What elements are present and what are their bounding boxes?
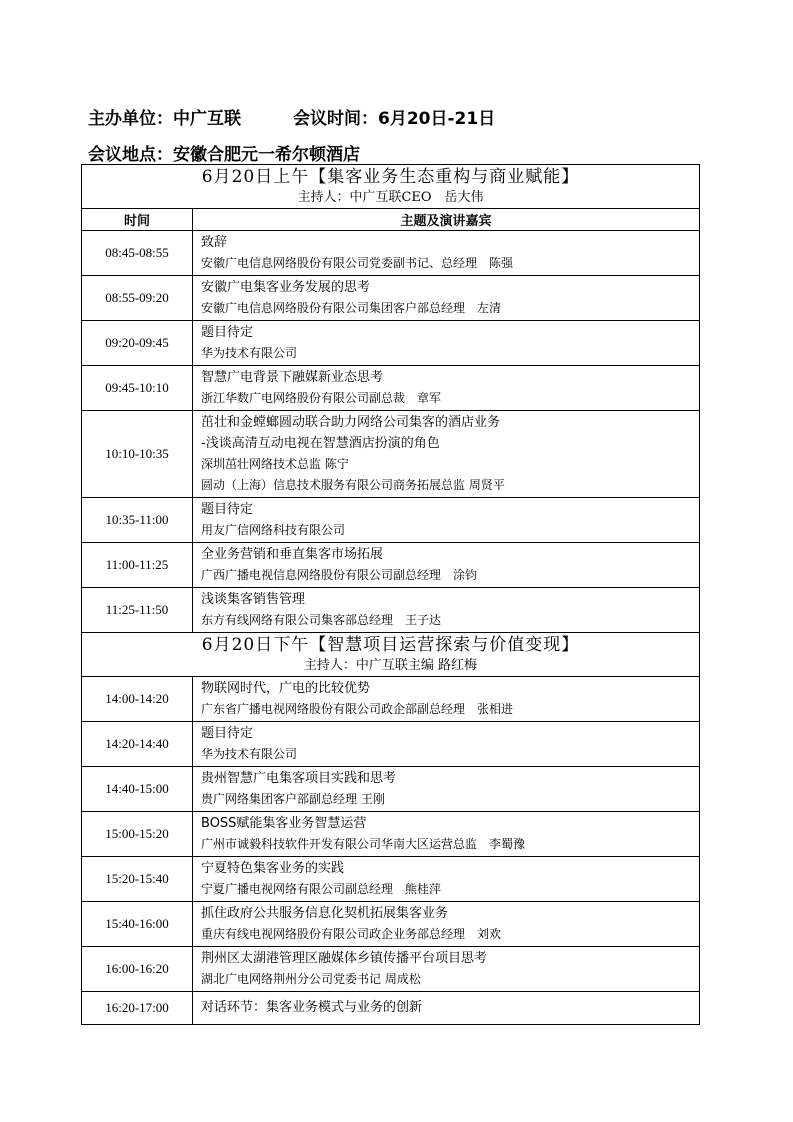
row-speaker: 重庆有线电视网络股份有限公司政企业务部总经理 刘欢 (201, 927, 502, 941)
agenda-row (82, 812, 700, 857)
row-topic: 题目待定 (201, 325, 254, 340)
agenda-row (82, 857, 700, 902)
agenda-row (82, 767, 700, 812)
row-topic: BOSS赋能集客业务智慧运营 (201, 816, 367, 831)
agenda-row (82, 231, 700, 276)
row-speaker: 广西广播电视信息网络股份有限公司副总经理 涂钧 (201, 568, 478, 582)
agenda-row (82, 722, 700, 767)
closing-time: 16:20-17:00 (82, 992, 193, 1025)
meeting-time-text: 会议时间：6月20日-21日 (293, 109, 496, 129)
row-speaker: 用友广信网络科技有限公司 (201, 523, 346, 537)
row-time: 14:20-14:40 (82, 722, 193, 767)
row-topic: 浅谈集客销售管理 (201, 592, 306, 607)
agenda-row (82, 677, 700, 722)
venue-text: 会议地点：安徽合肥元一希尔顿酒店 (88, 145, 360, 165)
row-time: 16:00-16:20 (82, 947, 193, 992)
row-topic: 贵州智慧广电集客项目实践和思考 (201, 771, 397, 786)
afternoon-section-header (82, 633, 700, 677)
agenda-row (82, 902, 700, 947)
agenda-row (82, 498, 700, 543)
column-header-time: 时间 (82, 209, 193, 231)
row-topic: 安徽广电集客业务发展的思考 (201, 280, 371, 295)
closing-row (82, 992, 700, 1025)
agenda-row (82, 366, 700, 411)
row-speaker: 华为技术有限公司 (201, 346, 298, 360)
agenda-row (82, 588, 700, 633)
row-topic: 宁夏特色集客业务的实践 (201, 861, 345, 876)
row-topic: 致辞 (201, 235, 228, 250)
row-time: 15:00-15:20 (82, 812, 193, 857)
row-topic: 题目待定 (201, 502, 254, 517)
agenda-table (81, 164, 700, 1025)
row-topic: 物联网时代，广电的比较优势 (201, 681, 371, 696)
row-topic-continued: -浅谈高清互动电视在智慧酒店扮演的角色 (201, 436, 440, 451)
row-speaker: 安徽广电信息网络股份有限公司党委副书记、总经理 陈强 (201, 256, 514, 270)
agenda-row (82, 276, 700, 321)
row-time: 09:45-10:10 (82, 366, 193, 411)
row-topic: 荆州区太湖港管理区融媒体乡镇传播平台项目思考 (201, 951, 488, 966)
row-speaker: 圆动（上海）信息技术服务有限公司商务拓展总监 周贤平 (201, 478, 505, 492)
morning-title: 6月20日上午【集客业务生态重构与商业赋能】 (201, 167, 580, 187)
row-topic: 茁壮和金螳螂圆动联合助力网络公司集客的酒店业务 (201, 415, 501, 430)
agenda-row (82, 321, 700, 366)
row-speaker: 湖北广电网络荆州分公司党委书记 周成松 (201, 972, 421, 986)
row-time: 14:40-15:00 (82, 767, 193, 812)
morning-host: 主持人：中广互联CEO 岳大伟 (297, 190, 484, 205)
row-speaker: 广东省广播电视网络股份有限公司政企部副总经理 张相进 (201, 702, 514, 716)
organizer-text: 主办单位：中广互联 (88, 109, 241, 129)
afternoon-title: 6月20日下午【智慧项目运营探索与价值变现】 (201, 635, 580, 655)
row-speaker: 东方有线网络有限公司集客部总经理 王子达 (201, 613, 442, 627)
row-time: 14:00-14:20 (82, 677, 193, 722)
row-speaker: 华为技术有限公司 (201, 747, 298, 761)
row-topic: 全业务营销和垂直集客市场拓展 (201, 547, 384, 562)
row-time: 11:25-11:50 (82, 588, 193, 633)
column-header-topic: 主题及演讲嘉宾 (193, 209, 700, 231)
agenda-body (82, 165, 700, 1025)
row-topic: 抓住政府公共服务信息化契机拓展集客业务 (201, 906, 449, 921)
row-speaker: 宁夏广播电视网络有限公司副总经理 熊桂萍 (201, 882, 442, 896)
closing-topic: 对话环节：集客业务模式与业务的创新 (201, 1000, 423, 1015)
row-time: 11:00-11:25 (82, 543, 193, 588)
row-topic: 题目待定 (201, 726, 254, 741)
row-speaker: 广州市诚毅科技软件开发有限公司华南大区运营总监 李蜀豫 (201, 837, 526, 851)
row-speaker: 贵广网络集团客户部副总经理 王刚 (201, 792, 385, 806)
row-speaker: 深圳茁壮网络技术总监 陈宁 (201, 457, 349, 471)
row-speaker: 浙江华数广电网络股份有限公司副总裁 章军 (201, 391, 442, 405)
row-speaker: 安徽广电信息网络股份有限公司集团客户部总经理 左清 (201, 301, 502, 315)
afternoon-host: 主持人：中广互联主编 路红梅 (303, 658, 478, 673)
agenda-row (82, 543, 700, 588)
row-time: 08:55-09:20 (82, 276, 193, 321)
agenda-row (82, 947, 700, 992)
row-time: 09:20-09:45 (82, 321, 193, 366)
row-time: 08:45-08:55 (82, 231, 193, 276)
row-time: 10:10-10:35 (82, 411, 193, 498)
column-header-row (82, 209, 700, 231)
morning-section-header (82, 165, 700, 209)
row-time: 15:20-15:40 (82, 857, 193, 902)
row-topic: 智慧广电背景下融媒新业态思考 (201, 370, 384, 385)
agenda-row (82, 411, 700, 498)
row-time: 15:40-16:00 (82, 902, 193, 947)
row-time: 10:35-11:00 (82, 498, 193, 543)
header-line-1 (88, 104, 495, 129)
